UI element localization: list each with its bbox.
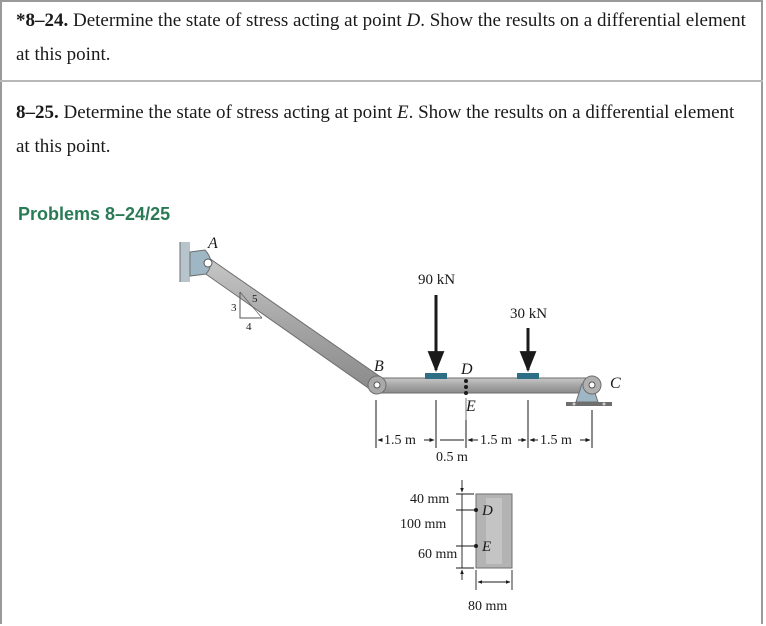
beam-point-e [464,391,468,395]
label-point-c: C [610,375,621,392]
slope-4: 4 [246,321,252,333]
slope-5: 5 [252,293,258,305]
problem-text-end: . Show the results on a differential element at this point. [16,10,746,65]
problem-8-24 [16,4,746,72]
section-point-e [474,544,478,548]
section-label-60mm: 60 mm [418,547,458,562]
beam-point-d [464,379,468,383]
problem-divider [0,80,763,82]
dim-label-2: 0.5 m [436,450,468,465]
problem-8-25 [16,96,746,164]
beam-point-d2 [464,385,468,389]
section-point-d [474,508,478,512]
section-label-40mm: 40 mm [410,492,450,507]
dim-label-1: 1.5 m [384,433,416,448]
problem-text: Determine the state of stress acting at point [58,102,397,123]
label-point-d: D [461,361,473,378]
load-plate-1 [425,373,447,379]
beam-figure [0,222,766,626]
horizontal-beam [375,378,595,393]
problem-point: E [396,102,409,123]
slope-3: 3 [231,302,237,314]
section-label-80mm: 80 mm [468,599,508,614]
wall-support-a [180,242,190,282]
dim-label-4: 1.5 m [540,433,572,448]
problem-text: Determine the state of stress acting at point [68,10,407,31]
problem-text-end: . Show the results on a differential element at this point. [16,102,735,157]
pin-b [368,376,386,394]
section-label-e: E [482,539,492,555]
load-label-90kn: 90 kN [418,272,456,288]
inclined-member [200,256,382,392]
problem-point: D [406,10,421,31]
label-point-e: E [466,398,476,415]
section-label-d: D [482,503,493,519]
load-plate-2 [517,373,539,379]
figure-caption: Problems 8–24/25 [18,204,171,224]
label-point-b: B [374,358,384,375]
label-point-a: A [208,235,218,252]
problem-number: 8–25. [16,102,59,123]
section-label-100mm: 100 mm [400,517,447,532]
load-label-30kn: 30 kN [510,306,548,322]
dim-label-3: 1.5 m [480,433,512,448]
problem-number: *8–24. [16,10,69,31]
